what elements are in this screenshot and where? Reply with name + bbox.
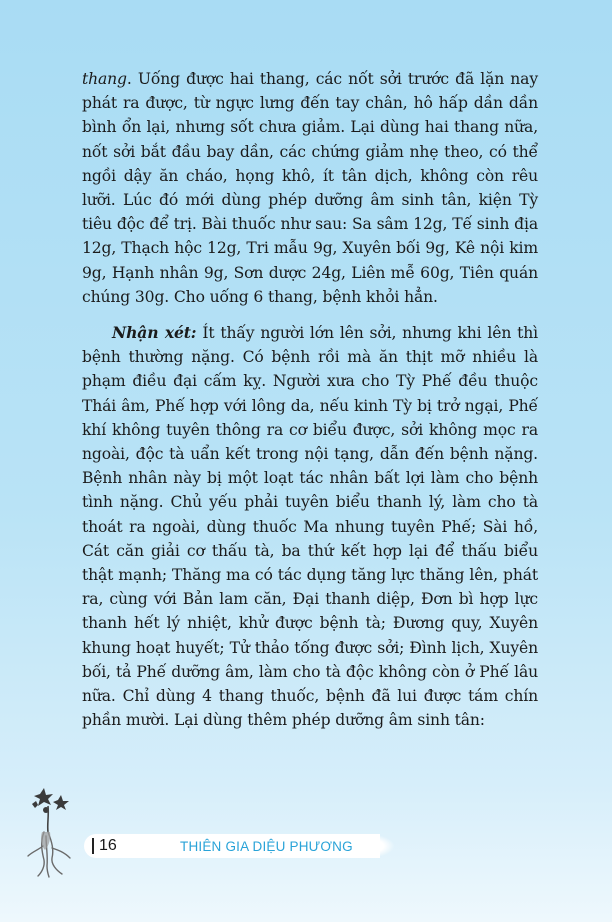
italic-word: thang [82, 70, 127, 88]
paragraph-commentary [82, 321, 538, 732]
commentary-label: Nhận xét: [112, 323, 197, 343]
running-title: THIÊN GIA DIỆU PHƯƠNG [180, 839, 353, 854]
paragraph-text: Ít thấy người lớn lên sởi, nhưng khi lên thì bệnh thường nặng. Có bệnh rồi mà ăn thịt mỡ nhiều là phạm điều đại cấm kỵ. Người xưa cho Tỳ Phế đều thuộc Thái âm, Phế hợp với lông da, nếu kinh Tỳ bị trở ngại, Phế khí không tuyên thông ra cơ biểu được, sởi không mọc ra ngoài, độc tà uẩn kết trong nội tạng, dẫn đến bệnh nặng. Bệnh nhân này bị một loạt tác nhân bất lợi làm cho bệnh tình nặng. Chủ yếu phải tuyên biểu thanh lý, làm cho tà thoát ra ngoài, dùng thuốc Ma nhung tuyên Phế; Sài hồ, Cát căn giải cơ thấu tà, ba thứ kết hợp lại để thấu biểu thật mạnh; Thăng ma có tác dụng tăng lực thăng lên, phát ra, cùng với Bản lam căn, Đại thanh diệp, Đơn bì hợp lực thanh hết lý nhiệt, khử được bệnh tà; Đương quy, Xuyên khung hoạt huyết; Tử thảo tống được sởi; Đình lịch, Xuyên bối, tả Phế dưỡng âm, làm cho tà độc không còn ở Phế lâu nữa. Chỉ dùng 4 thang thuốc, bệnh đã lui được tám chín phần mười. Lại dùng thêm phép dưỡng âm sinh tân: [82, 324, 538, 730]
page-number: 16 [99, 837, 117, 854]
paragraph-case-continuation [82, 67, 538, 309]
footer-divider [92, 838, 94, 854]
paragraph-text: . Uống được hai thang, các nốt sởi trước đã lặn nay phát ra được, từ ngực lưng đến tay chân, hô hấp dần dần bình ổn lại, nhưng sốt chưa giảm. Lại dùng hai thang nữa, nốt sởi bắt đầu bay dần, các chứng giảm nhẹ theo, có thể ngồi dậy ăn cháo, họng khô, ít tân dịch, không còn rêu lưỡi. Lúc đó mới dùng phép dưỡng âm sinh tân, kiện Tỳ tiêu độc để trị. Bài thuốc như sau: Sa sâm 12g, Tế sinh địa 12g, Thạch hộc 12g, Tri mẫu 9g, Xuyên bối 9g, Kê nội kim 9g, Hạnh nhân 9g, Sơn dược 24g, Liên mễ 60g, Tiên quán chúng 30g. Cho uống 6 thang, bệnh khỏi hẳn. [82, 70, 538, 306]
ginseng-root-icon [18, 786, 88, 878]
page-body-text [82, 67, 538, 732]
